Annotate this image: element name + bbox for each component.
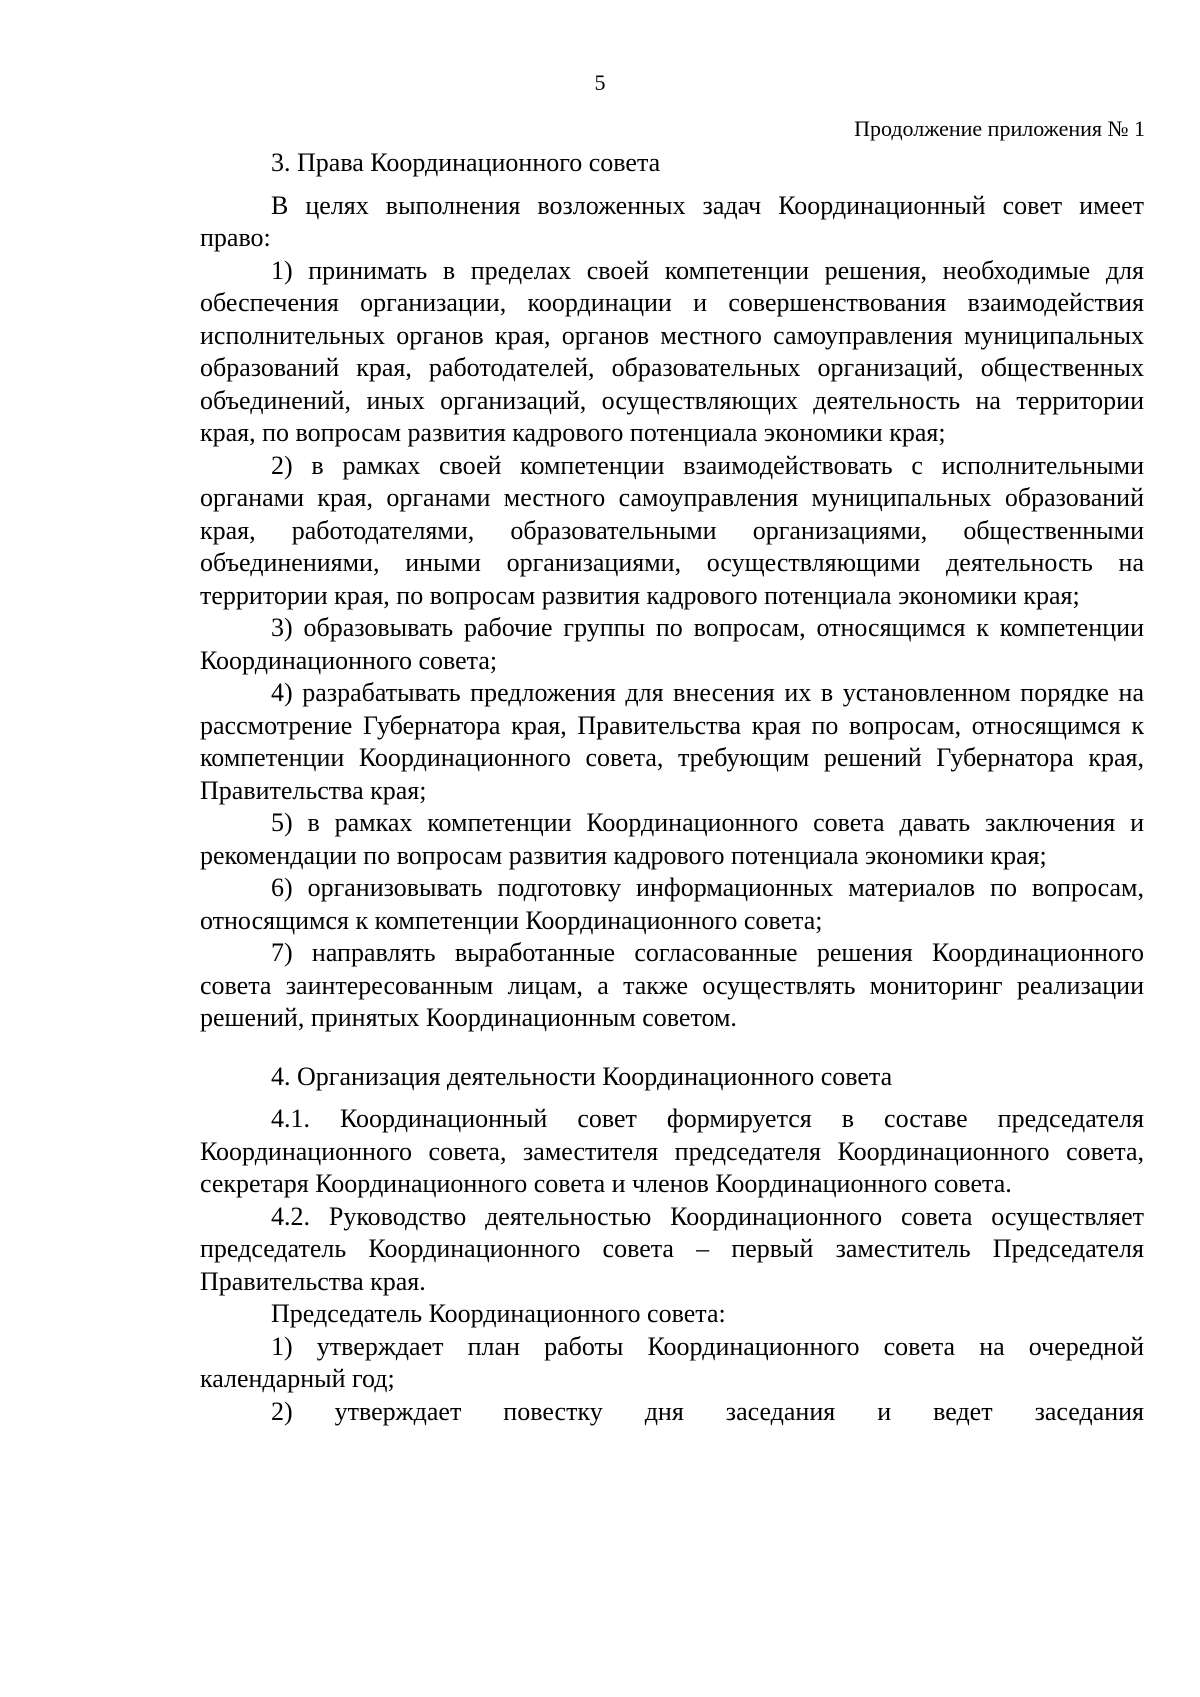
section-3-intro: В целях выполнения возложенных задач Координационный совет имеет право:: [200, 190, 1144, 252]
page-number: 5: [594, 70, 606, 95]
section-4-1-paragraph: 4.1. Координационный совет формируется в составе председателя Координационного совета, заместителя председателя Координационного совета, секретаря Координационного совета и членов Координационного совета.: [200, 1104, 1144, 1198]
section-4-2-paragraph: 4.2. Руководство деятельностью Координационного совета осуществляет председатель Координационного совета – первый заместитель Председателя Правительства края.: [200, 1201, 1144, 1296]
section-3-item-3: 3) образовывать рабочие группы по вопросам, относящимся к компетенции Координационного совета;: [200, 613, 1144, 675]
section-3-item-2: 2) в рамках своей компетенции взаимодействовать с исполнительными органами края, органами местного самоуправления муниципальных образований края, работодателями, образовательными организациями, общественными объединениями, иными организациями, осуществляющими деятельность на территории края, по вопросам развития кадрового потенциала экономики края;: [200, 450, 1144, 610]
continuation-label: Продолжение приложения № 1: [854, 116, 1145, 141]
chair-item-2: 2) утверждает повестку дня заседания и ведет заседания: [271, 1396, 1144, 1426]
chair-intro: Председатель Координационного совета:: [271, 1299, 726, 1328]
document-body: [200, 147, 1144, 1428]
section-4-heading: 4. Организация деятельности Координационного совета: [271, 1061, 893, 1091]
section-3-item-6: 6) организовывать подготовку информационных материалов по вопросам, относящимся к компетенции Координационного совета;: [200, 873, 1144, 935]
section-3-item-5: 5) в рамках компетенции Координационного совета давать заключения и рекомендации по вопросам развития кадрового потенциала экономики края;: [200, 808, 1144, 870]
section-3-item-7: 7) направлять выработанные согласованные решения Координационного совета заинтересованным лицам, а также осуществлять мониторинг реализации решений, принятых Координационным советом.: [200, 938, 1144, 1032]
section-3-heading: 3. Права Координационного совета: [271, 148, 661, 177]
section-3-item-1: 1) принимать в пределах своей компетенции решения, необходимые для обеспечения организации, координации и совершенствования взаимодействия исполнительных органов края, органов местного самоуправления муниципальных образований края, работодателей, образовательных организаций, общественных объединений, иных организаций, осуществляющих деятельность на территории края, по вопросам развития кадрового потенциала экономики края;: [200, 255, 1144, 447]
section-3-item-4: 4) разрабатывать предложения для внесения их в установленном порядке на рассмотрение Губернатора края, Правительства края по вопросам, относящимся к компетенции Координационного совета, требующим решений Губернатора края, Правительства края;: [200, 678, 1144, 805]
chair-item-1: 1) утверждает план работы Координационного совета на очередной календарный год;: [200, 1331, 1144, 1393]
